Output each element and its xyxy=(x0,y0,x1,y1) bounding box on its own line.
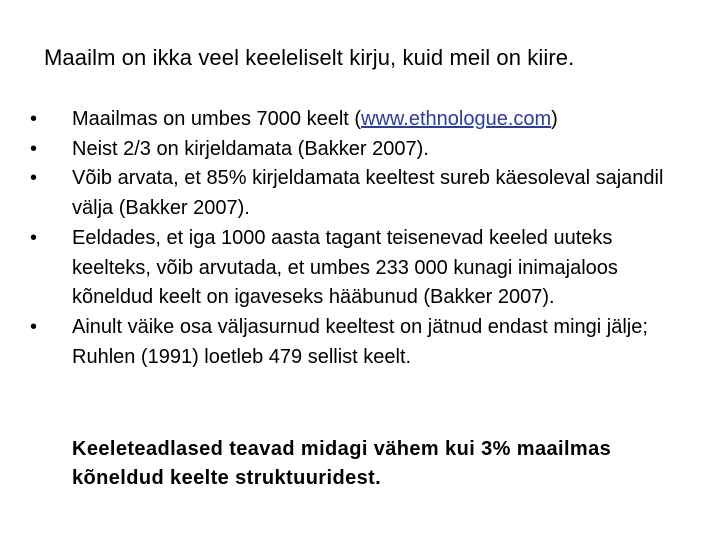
bullet-item-traces xyxy=(30,313,690,372)
bullet-item-undescribed xyxy=(30,135,690,165)
bullet-text: Ainult väike osa väljasurnud keeltest on jätnud endast mingi jälje; Ruhlen (1991) loetleb 479 sellist keelt. xyxy=(72,315,648,368)
slide-title: Maailm on ikka veel keeleliselt kirju, kuid meil on kiire. xyxy=(44,45,575,70)
bullet-list xyxy=(30,105,690,372)
bullet-icon: • xyxy=(30,108,38,130)
bullet-item-language-count xyxy=(30,105,690,135)
bullet-text: Maailmas on umbes 7000 keelt ( xyxy=(72,108,362,130)
bullet-icon: • xyxy=(30,315,38,338)
bullet-text: Neist 2/3 on kirjeldamata (Bakker 2007). xyxy=(72,137,429,160)
bullet-icon: • xyxy=(30,226,38,249)
bullet-item-historical-languages xyxy=(30,224,690,313)
ethnologue-link[interactable]: www.ethnologue.com xyxy=(361,108,552,130)
bullet-item-extinction-estimate xyxy=(30,164,690,223)
bullet-icon: • xyxy=(30,137,38,160)
bullet-text: Eeldades, et iga 1000 aasta tagant teisenevad keeled uuteks keelteks, võib arvutada, et umbes 233 000 kunagi inimajaloos kõneldud keelt on igaveseks hääbunud (Bakker 2007). xyxy=(72,226,618,309)
bullet-text: Võib arvata, et 85% kirjeldamata keeltest sureb käesoleval sajandil välja (Bakker 2007). xyxy=(72,167,664,220)
bullet-text: ) xyxy=(551,108,558,130)
bullet-icon: • xyxy=(30,167,38,190)
conclusion-text: Keeleteadlased teavad midagi vähem kui 3% maailmas kõneldud keelte struktuuridest. xyxy=(72,438,612,489)
